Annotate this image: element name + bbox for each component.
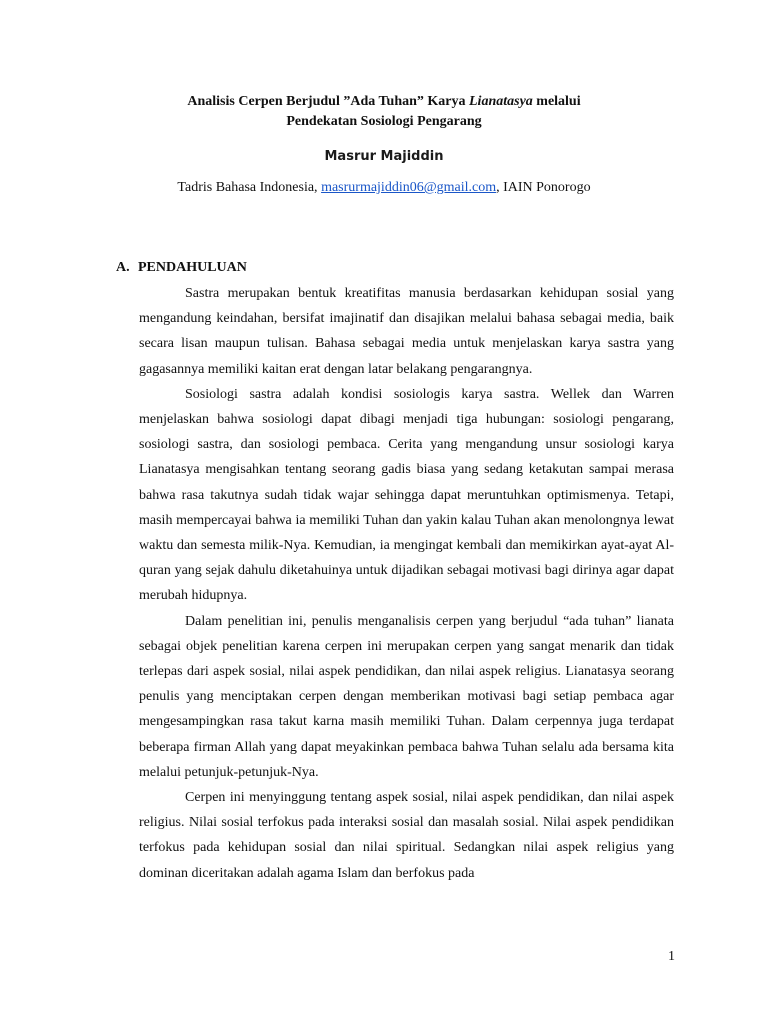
paragraph: Sosiologi sastra adalah kondisi sosiologis karya sastra. Wellek dan Warren menjelaskan bahwa sosiologi dapat dibagi menjadi tiga hubungan: sosiologi pengarang, sosiologi sastra, dan sosiologi pembaca. Cerita yang mengandung unsur sosiologi karya Lianatasya mengisahkan tentang seorang gadis biasa yang sedang ketakutan sampai merasa bahwa rasa takutnya sudah tidak wajar sehingga dapat meruntuhkan optimismenya. Tetapi, masih mempercayai bahwa ia memiliki Tuhan dan yakin kalau Tuhan akan menolongnya lewat waktu dan semesta milik-Nya. Kemudian, ia mengingat kembali dan memikirkan ayat-ayat Al-quran yang sejak dahulu diketahuinya untuk dijadikan sebagai motivasi bagi dirinya agar dapat merubah hidupnya. — [139, 386, 674, 604]
affiliation-suffix: , IAIN Ponorogo — [496, 180, 591, 195]
body-text — [139, 281, 674, 886]
title-line-2: Pendekatan Sosiologi Pengarang — [286, 114, 482, 129]
title-line-1: Analisis Cerpen Berjudul ”Ada Tuhan” Karya Lianatasya melalui — [187, 94, 581, 109]
paragraph: Sastra merupakan bentuk kreatifitas manusia berdasarkan kehidupan sosial yang mengandung keindahan, bersifat imajinatif dan disajikan melalui bahasa sebagai media, baik secara lisan maupun tulisan. Bahasa sebagai media untuk menjelaskan karya sastra yang gagasannya memiliki kaitan erat dengan latar belakang pengarangnya. — [139, 286, 674, 377]
title-author-name: Lianatasya — [469, 94, 533, 109]
affiliation — [0, 179, 768, 197]
section-title: PENDAHULUAN — [138, 260, 247, 275]
author-name: Masrur Majiddin — [324, 149, 444, 164]
document-title — [0, 92, 768, 132]
paragraph: Cerpen ini menyinggung tentang aspek sosial, nilai aspek pendidikan, dan nilai aspek religius. Nilai sosial terfokus pada interaksi sosial dan masalah sosial. Nilai aspek pendidikan terfokus pada kehidupan sosial dan nilai spiritual. Sedangkan nilai aspek religius yang dominan diceritakan adalah agama Islam dan berfokus pada — [139, 790, 674, 881]
email-link[interactable]: masrurmajiddin06@gmail.com — [321, 180, 497, 195]
paragraph: Dalam penelitian ini, penulis menganalisis cerpen yang berjudul “ada tuhan” lianata sebagai objek penelitian karena cerpen ini merupakan cerpen yang sangat menarik dan tidak terlepas dari aspek sosial, nilai aspek pendidikan, dan nilai aspek religius. Lianatasya seorang penulis yang menciptakan cerpen dengan memberikan motivasi bagi setiap pembaca agar mengesampingkan rasa takut karna masih memiliki Tuhan. Dalam cerpennya juga terdapat beberapa firman Allah yang dapat meyakinkan pembaca bahwa Tuhan selalu ada bersama kita melalui petunjuk-petunjuk-Nya. — [139, 613, 674, 780]
section-number: A. — [116, 260, 130, 275]
affiliation-prefix: Tadris Bahasa Indonesia, — [177, 180, 322, 195]
page-number: 1 — [668, 949, 675, 964]
section-heading — [116, 258, 247, 278]
